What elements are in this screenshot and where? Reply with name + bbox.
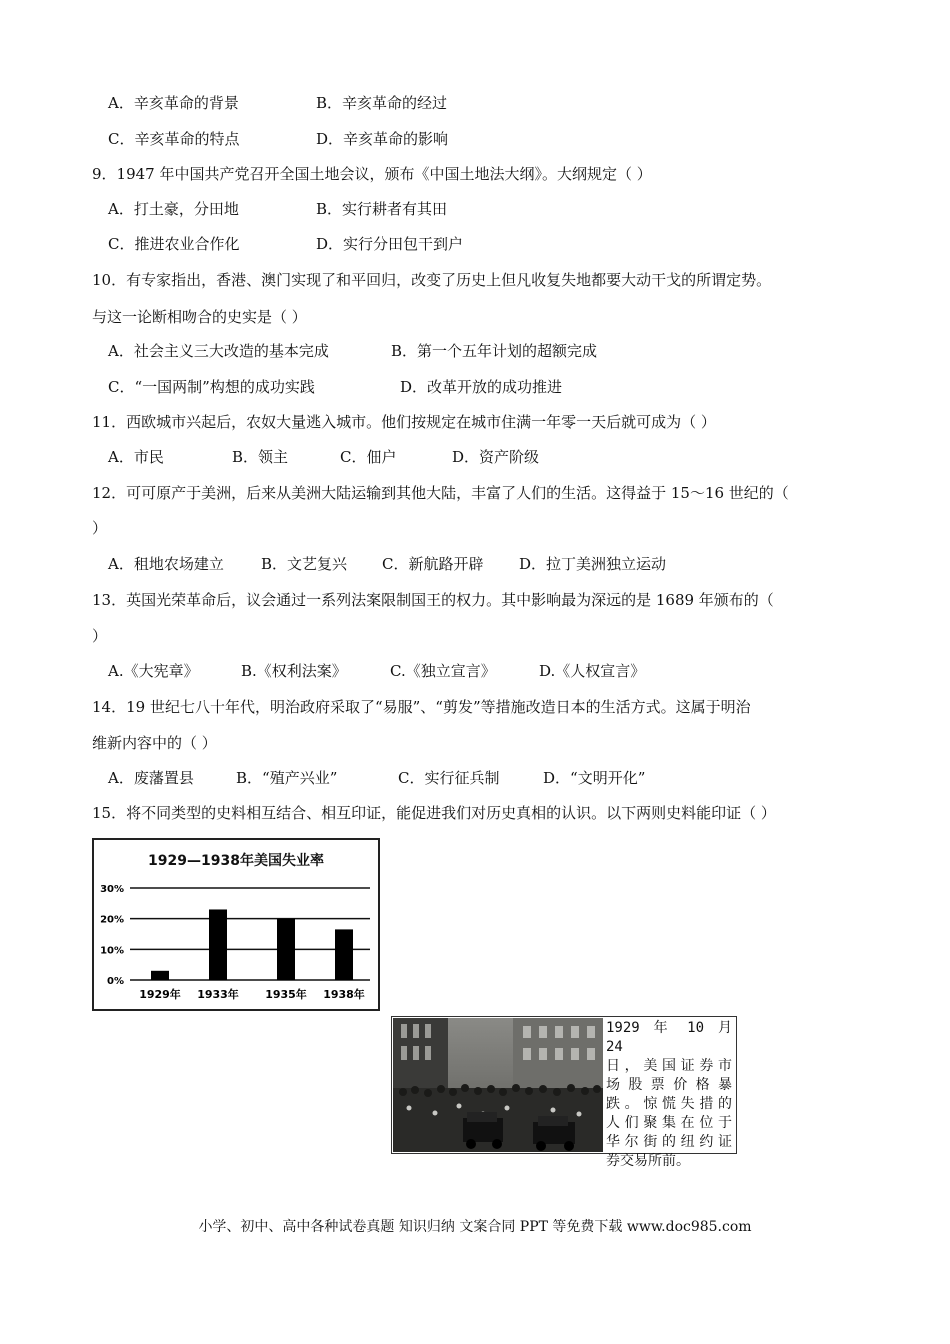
q10-stem-line-1: 10．有专家指出，香港、澳门实现了和平回归，改变了历史上但凡收复失地都要大动干戈的所谓定势。 [92,271,772,289]
chart-grid [130,888,370,980]
q11-option-c: C．佃户 [340,448,397,466]
caption-line: 华尔街的纽约证 [606,1134,732,1150]
q12-option-a: A．租地农场建立 [108,555,224,573]
q13-option-c: C.《独立宣言》 [390,662,496,680]
chart-bar [277,919,295,980]
q12-option-b: B．文艺复兴 [261,555,348,573]
unemployment-chart-svg [94,840,378,1009]
chart-bar [335,929,353,980]
q9-option-d: D．实行分田包干到户 [316,235,464,253]
q14-option-b: B．“殖产兴业” [236,769,338,787]
chart-x-tick-label: 1933年 [197,988,239,1001]
q9-option-c: C．推进农业合作化 [108,235,240,253]
chart-y-ticks [100,884,124,987]
q8-option-c: C．辛亥革命的特点 [108,130,240,148]
caption-line: 跌。惊慌失措的 [606,1096,732,1112]
chart-x-tick-label: 1938年 [323,988,365,1001]
chart-title: 1929—1938年美国失业率 [148,853,324,869]
q14-option-d: D．“文明开化” [543,769,646,787]
caption-line: 券交易所前。 [606,1153,690,1169]
q15-stem: 15．将不同类型的史料相互结合、相互印证，能促进我们对历史真相的认识。以下两则史料能印证（ ） [92,804,776,822]
caption-line: 1929 年 10 月 24 [606,1020,732,1055]
q10-option-d: D．改革开放的成功推进 [400,378,563,396]
q12-stem-line-1: 12．可可原产于美洲，后来从美洲大陆运输到其他大陆，丰富了人们的生活。这得益于 15～16 世纪的（ [92,484,789,502]
q13-stem-line-1: 13．英国光荣革命后，议会通过一系列法案限制国王的权力。其中影响最为深远的是 1689 年颁布的（ [92,591,774,609]
q13-option-a: A.《大宪章》 [108,662,199,680]
q13-stem-line-2: ） [92,627,108,645]
q11-option-b: B．领主 [232,448,289,466]
chart-bar [151,971,169,980]
caption-line: 日，美国证券市 [606,1058,732,1074]
q8-option-a: A．辛亥革命的背景 [108,94,239,112]
q10-stem-line-2: 与这一论断相吻合的史实是（ ） [92,308,307,326]
q14-stem-line-2: 维新内容中的（ ） [92,734,217,752]
page-footer: 小学、初中、高中各种试卷真题 知识归纳 文案合同 PPT 等免费下载 www.doc985.com [198,1219,752,1235]
q11-option-a: A．市民 [108,448,164,466]
q11-option-d: D．资产阶级 [452,448,540,466]
chart-y-tick-label: 10% [100,945,124,957]
q10-option-c: C．“一国两制”构想的成功实践 [108,378,315,396]
q13-option-d: D.《人权宣言》 [539,662,646,680]
chart-x-ticks [139,987,365,1001]
q12-option-d: D．拉丁美洲独立运动 [519,555,667,573]
unemployment-chart [92,838,380,1011]
caption-line: 场股票价格暴 [606,1077,732,1093]
chart-y-tick-label: 0% [107,976,124,987]
wall-street-photo-panel [391,1016,737,1169]
q14-stem-line-1: 14．19 世纪七八十年代，明治政府采取了“易服”、“剪发”等措施改造日本的生活方式。这属于明治 [92,698,751,716]
chart-x-tick-label: 1929年 [139,988,181,1001]
q14-option-c: C．实行征兵制 [398,769,500,787]
q12-option-c: C．新航路开辟 [382,555,484,573]
chart-x-tick-label: 1935年 [265,988,307,1001]
q9-stem: 9．1947 年中国共产党召开全国土地会议，颁布《中国土地法大纲》。大纲规定（ ） [92,165,652,183]
chart-bars [151,909,353,980]
q8-option-b: B．辛亥革命的经过 [316,94,448,112]
q12-stem-line-2: ） [92,519,108,537]
q10-option-a: A．社会主义三大改造的基本完成 [108,342,329,360]
q9-option-a: A．打土豪，分田地 [108,200,239,218]
q13-option-b: B.《权利法案》 [241,662,347,680]
q9-option-b: B．实行耕者有其田 [316,200,448,218]
q11-stem: 11．西欧城市兴起后，农奴大量逃入城市。他们按规定在城市住满一年零一天后就可成为（ ） [92,413,716,431]
q10-option-b: B．第一个五年计划的超额完成 [391,342,598,360]
chart-y-tick-label: 30% [100,884,124,895]
wall-street-crowd-photo [393,1018,603,1152]
caption-line: 人们聚集在位于 [606,1115,732,1131]
q14-option-a: A．废藩置县 [108,769,194,787]
chart-bar [209,909,227,980]
photo-caption [606,1019,732,1171]
q8-option-d: D．辛亥革命的影响 [316,130,449,148]
chart-y-tick-label: 20% [100,914,124,926]
